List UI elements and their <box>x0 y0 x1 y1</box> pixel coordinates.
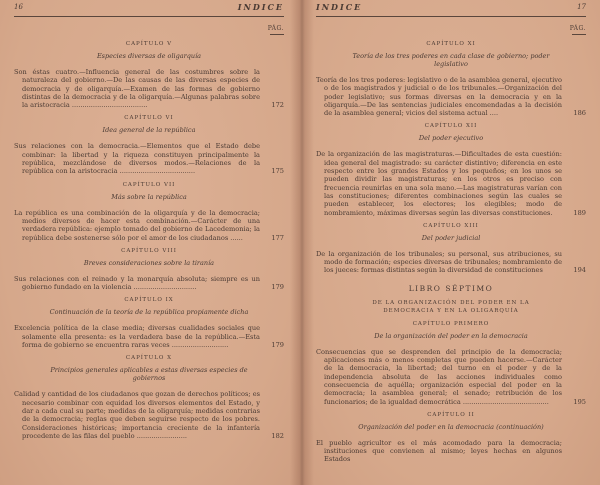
right-page <box>298 0 600 485</box>
chapter-heading: CAPÍTULO IX <box>124 297 174 304</box>
chapter-title: De la organización del poder en la democracia <box>374 331 528 340</box>
chapter-title: Del poder judicial <box>421 233 481 242</box>
chapter-title: Principios generales aplicables a estas diversas especies de gobiernos <box>50 366 248 383</box>
toc-section <box>14 248 284 292</box>
toc-entry <box>316 150 586 216</box>
entry-page-number: 195 <box>573 397 586 406</box>
entry-text: Son éstas cuatro.—Influencia general de las costumbres sobre la naturaleza del gobierno.—De las causas de las diversas especies de democracia y de oligarquía.—Examen de las formas de gobierno distintas de la democracia y de la oligarquía.—Algunas palabras sobre la aristocracia .................................... <box>14 68 260 110</box>
chapter-title: Breves consideraciones sobre la tiranía <box>83 258 215 267</box>
toc-entry <box>14 209 284 242</box>
entry-page-number: 189 <box>573 208 586 217</box>
chapter-heading: CAPÍTULO XI <box>426 41 476 47</box>
entry-text: Sus relaciones con la democracia.—Elementos que el Estado debe combinar: la libertad y la riqueza constituyen principalmente la república, mezclándose de diversos modos.—Relaciones de la república con la aristocracia .................................... <box>14 142 260 176</box>
running-head-title: INDICE <box>237 2 284 12</box>
entry-page-number: 186 <box>573 109 586 118</box>
entry-page-number: 179 <box>271 283 284 292</box>
chapter-title: Continuación de la teoría de la república propiamente dicha <box>49 308 249 317</box>
chapter-heading: CAPÍTULO XIII <box>423 222 479 229</box>
toc-entry <box>316 348 586 406</box>
entry-page-number: 172 <box>271 101 284 110</box>
toc-entry <box>316 250 586 275</box>
running-header <box>316 2 586 17</box>
entry-page-number: 175 <box>271 167 284 176</box>
entry-text: De la organización de los tribunales; su personal, sus atribuciones, su modo de formación; especies diversas de tribunales; nombramiento de los jueces: formas distintas según la diversidad de constituciones <box>316 249 562 275</box>
entry-text: De la organización de las magistraturas.—Dificultades de esta cuestión: idea general del magistrado: su carácter distintivo; diferencia en este respecto entre los grandes Estados y los pequeños; en los unos se pueden dividir las magistraturas; en los otros es preciso con frecuencia reunirlas en una sola mano.—Las magistraturas varían con las constituciones; diferentes combinaciones según las cuales se pueden establecer, los electores; los elegibles; modo de nombramiento, máximas diversas según las diversas constituciones. <box>316 150 562 217</box>
toc-entry <box>14 68 284 109</box>
chapter-heading: CAPÍTULO V <box>125 41 173 47</box>
pag-column-label: PÁG. <box>569 25 586 32</box>
toc-section <box>14 297 284 349</box>
chapter-heading: CAPÍTULO XII <box>424 123 478 130</box>
page-number: 16 <box>14 3 23 11</box>
toc-entry <box>14 324 284 349</box>
entry-text: Calidad y cantidad de los ciudadanos que gozan de derechos políticos; es necesario combinar con equidad los diversos elementos del Estado, y dar a cada cual su parte; medidas de la oligarquía; medidas contrarias de la democracia; reglas que deben seguirse respecto de los pobres. Consideraciones históricas; importancia creciente de la infantería procedente de las filas del pueblo ........................ <box>14 390 260 440</box>
entry-page-number: 179 <box>271 341 284 350</box>
book-subtitle: DE LA ORGANIZACIÓN DEL PODER EN LA DEMOCRACIA Y EN LA OLIGARQUÍA <box>372 299 530 314</box>
running-header <box>14 2 284 17</box>
entry-page-number: 177 <box>271 233 284 242</box>
toc-entry <box>316 439 586 464</box>
toc-section <box>316 412 586 464</box>
toc-entry <box>14 142 284 175</box>
toc-section <box>14 182 284 242</box>
entry-text: El pueblo agricultor es el más acomodado para la democracia; instituciones que convienen al mismo; leyes hechas en algunos Estados <box>316 438 562 464</box>
pag-column-label: PÁG. <box>267 25 284 32</box>
entry-text: La república es una combinación de la oligarquía y de la democracia; medios diversos de hacer esta combinación.—Carácter de una verdadera república: ejemplo tomado del gobierno de Lacedemonia; la república debe sostenerse sólo por el amor de los ciudadanos ...... <box>14 208 260 242</box>
toc-section <box>14 41 284 109</box>
toc-section <box>316 321 586 406</box>
chapter-title: Especies diversas de oligarquía <box>96 52 202 60</box>
toc-section <box>316 123 586 216</box>
book-heading: LIBRO SÉPTIMO <box>408 283 494 293</box>
toc-entry <box>316 76 586 117</box>
toc-section <box>316 223 586 275</box>
toc-section <box>14 355 284 440</box>
toc-section <box>14 115 284 175</box>
running-head-title: INDICE <box>316 2 363 12</box>
toc-entry <box>14 390 284 440</box>
chapter-title: Del poder ejecutivo <box>418 134 484 143</box>
entry-page-number: 182 <box>271 431 284 440</box>
pag-rule <box>572 34 586 35</box>
entry-page-number: 194 <box>573 266 586 275</box>
chapter-title: Más sobre la república <box>111 192 187 201</box>
page-number: 17 <box>577 3 586 11</box>
pag-rule <box>270 34 284 35</box>
chapter-title: Teoría de los tres poderes en cada clase de gobierno; poder legislativo <box>352 52 550 68</box>
left-page <box>0 0 298 485</box>
chapter-heading: CAPÍTULO PRIMERO <box>412 320 490 327</box>
entry-text: Excelencia política de la clase media; diversas cualidades sociales que solamente ella presenta: es la verdadera base de la república.—Esta forma de gobierno se encuentra raras veces ........................... <box>14 324 260 350</box>
entry-text: Teoría de los tres poderes: legislativo o de la asamblea general, ejecutivo o de los magistrados y judicial o de los tribunales.—Organización del poder legislativo; sus formas diversas en la democracia y en la oligarquía.—De las sentencias judiciales encomendadas a la decisión de la asamblea general; vicios del sistema actual .... <box>316 76 562 118</box>
entry-text: Sus relaciones con el reinado y la monarquía absoluta; siempre es un gobierno fundado en la violencia .............................. <box>14 274 260 292</box>
chapter-heading: CAPÍTULO X <box>125 355 173 362</box>
chapter-title: Idea general de la república <box>102 126 196 135</box>
chapter-heading: CAPÍTULO II <box>427 411 475 418</box>
entry-text: Consecuencias que se desprenden del principio de la democracia; aplicaciones más o menos completas que pueden hacerse.—Carácter de la democracia, la libertad; del turno en el poder y de la independencia absoluta de las acciones individuales como consecuencia de aquélla; organización especial del poder en la democracia; la asamblea general; el senado; retribución de los funcionarios; de la igualdad democrática ......................................... <box>316 347 562 406</box>
chapter-heading: CAPÍTULO VI <box>124 115 174 122</box>
toc-entry <box>14 275 284 292</box>
chapter-title: Organización del poder en la democracia (continuación) <box>358 422 544 431</box>
toc-section <box>316 41 586 117</box>
chapter-heading: CAPÍTULO VII <box>122 181 176 188</box>
chapter-heading: CAPÍTULO VIII <box>121 247 177 254</box>
